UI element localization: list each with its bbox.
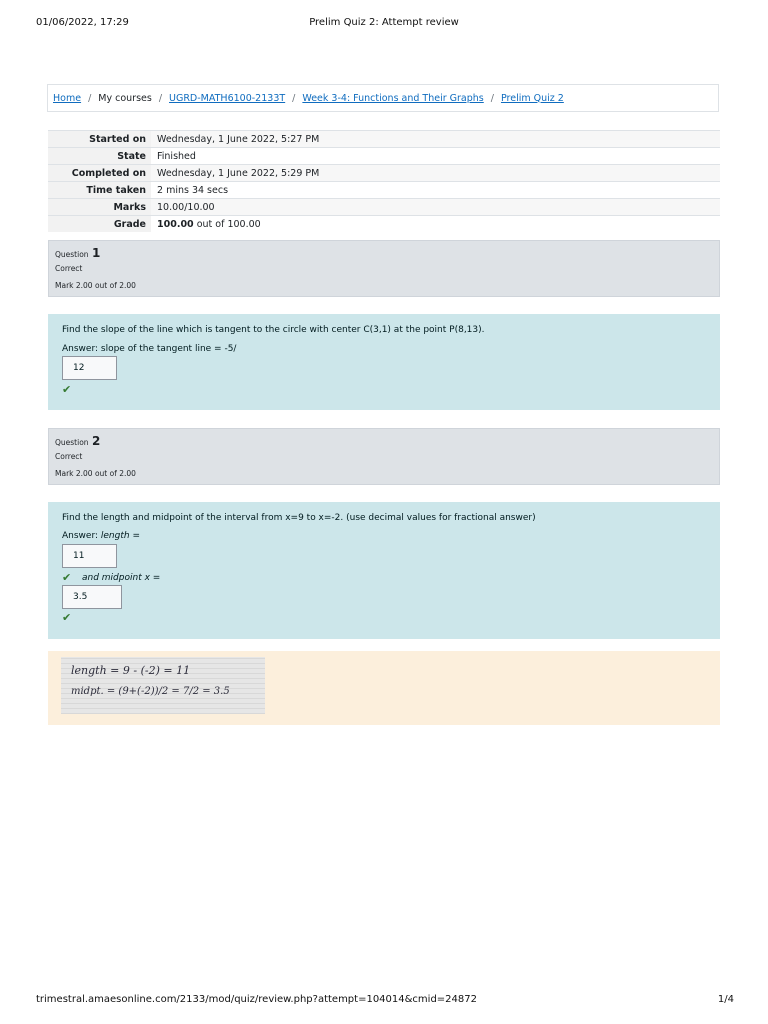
answer-prefix: Answer:: [62, 531, 101, 541]
page-number: 1/4: [717, 994, 734, 1005]
handwriting-drawing: [61, 657, 265, 714]
check-icon: ✔: [62, 383, 72, 396]
summary-row-completed: [48, 165, 720, 182]
question-prefix: Question: [55, 250, 89, 259]
print-title: Prelim Quiz 2: Attempt review: [309, 17, 459, 28]
check-icon: ✔: [62, 611, 72, 624]
question-2-number: [55, 434, 100, 448]
breadcrumb-separator: /: [158, 92, 163, 104]
question-2-answer-label: [62, 531, 140, 541]
length-label: length =: [100, 531, 140, 541]
breadcrumb-separator: /: [88, 92, 92, 104]
marks-value: 10.00/10.00: [151, 199, 720, 216]
question-1-text: Find the slope of the line which is tangent to the circle with center C(3,1) at the point P(8,13).: [62, 325, 485, 335]
time-value: 2 mins 34 secs: [151, 182, 720, 199]
question-prefix: Question: [55, 438, 89, 447]
page-url: trimestral.amaesonline.com/2133/mod/quiz/review.php?attempt=104014&cmid=24872: [36, 994, 477, 1005]
completed-value: Wednesday, 1 June 2022, 5:29 PM: [151, 165, 720, 182]
midpoint-answer-field[interactable]: 3.5: [62, 585, 122, 609]
summary-row-grade: [48, 216, 720, 233]
question-number: 2: [91, 434, 101, 448]
grade-value: [151, 216, 720, 233]
question-2-formulation: [48, 502, 720, 639]
state-value: Finished: [151, 148, 720, 165]
note-line-1: length = 9 - (-2) = 11: [71, 664, 191, 677]
breadcrumb: [47, 84, 719, 112]
attempt-summary-table: [48, 130, 720, 232]
check-icon: ✔: [62, 571, 72, 584]
breadcrumb-course-link[interactable]: UGRD-MATH6100-2133T: [169, 92, 286, 104]
question-1-mark: Mark 2.00 out of 2.00: [55, 281, 136, 290]
question-1-number: [55, 246, 100, 260]
summary-row-marks: [48, 199, 720, 216]
breadcrumb-week-link[interactable]: Week 3-4: Functions and Their Graphs: [302, 92, 484, 104]
grade-out-of: out of 100.00: [196, 218, 261, 230]
question-1-info: [48, 240, 720, 297]
grade-score: 100.00: [157, 218, 194, 230]
question-2-info: [48, 428, 720, 485]
breadcrumb-home-link[interactable]: Home: [53, 92, 82, 104]
question-1-answer-field[interactable]: 12: [62, 356, 117, 380]
question-2-text: Find the length and midpoint of the interval from x=9 to x=-2. (use decimal values for fractional answer): [62, 513, 536, 523]
breadcrumb-my-courses: My courses: [98, 92, 152, 104]
started-value: Wednesday, 1 June 2022, 5:27 PM: [151, 131, 720, 148]
breadcrumb-quiz-link[interactable]: Prelim Quiz 2: [500, 92, 564, 104]
question-number: 1: [91, 246, 101, 260]
question-1-answer-label: Answer: slope of the tangent line = -5/: [62, 344, 237, 354]
breadcrumb-separator: /: [292, 92, 296, 104]
question-2-mark: Mark 2.00 out of 2.00: [55, 469, 136, 478]
grade-label: Grade: [48, 216, 151, 233]
started-label: Started on: [48, 131, 151, 148]
feedback-panel: [48, 651, 720, 725]
time-label: Time taken: [48, 182, 151, 199]
length-answer-field[interactable]: 11: [62, 544, 117, 568]
note-line-2: midpt. = (9+(-2))/2 = 7/2 = 3.5: [71, 686, 230, 697]
question-1-state: Correct: [55, 264, 83, 273]
summary-row-time: [48, 182, 720, 199]
state-label: State: [48, 148, 151, 165]
question-1-formulation: [48, 314, 720, 410]
summary-row-state: [48, 148, 720, 165]
midpoint-label: and midpoint x =: [82, 573, 161, 583]
completed-label: Completed on: [48, 165, 151, 182]
print-datetime: 01/06/2022, 17:29: [36, 17, 129, 28]
marks-label: Marks: [48, 199, 151, 216]
summary-row-started: [48, 131, 720, 148]
handwritten-note-image: [61, 657, 265, 714]
question-2-state: Correct: [55, 452, 83, 461]
breadcrumb-separator: /: [490, 92, 494, 104]
